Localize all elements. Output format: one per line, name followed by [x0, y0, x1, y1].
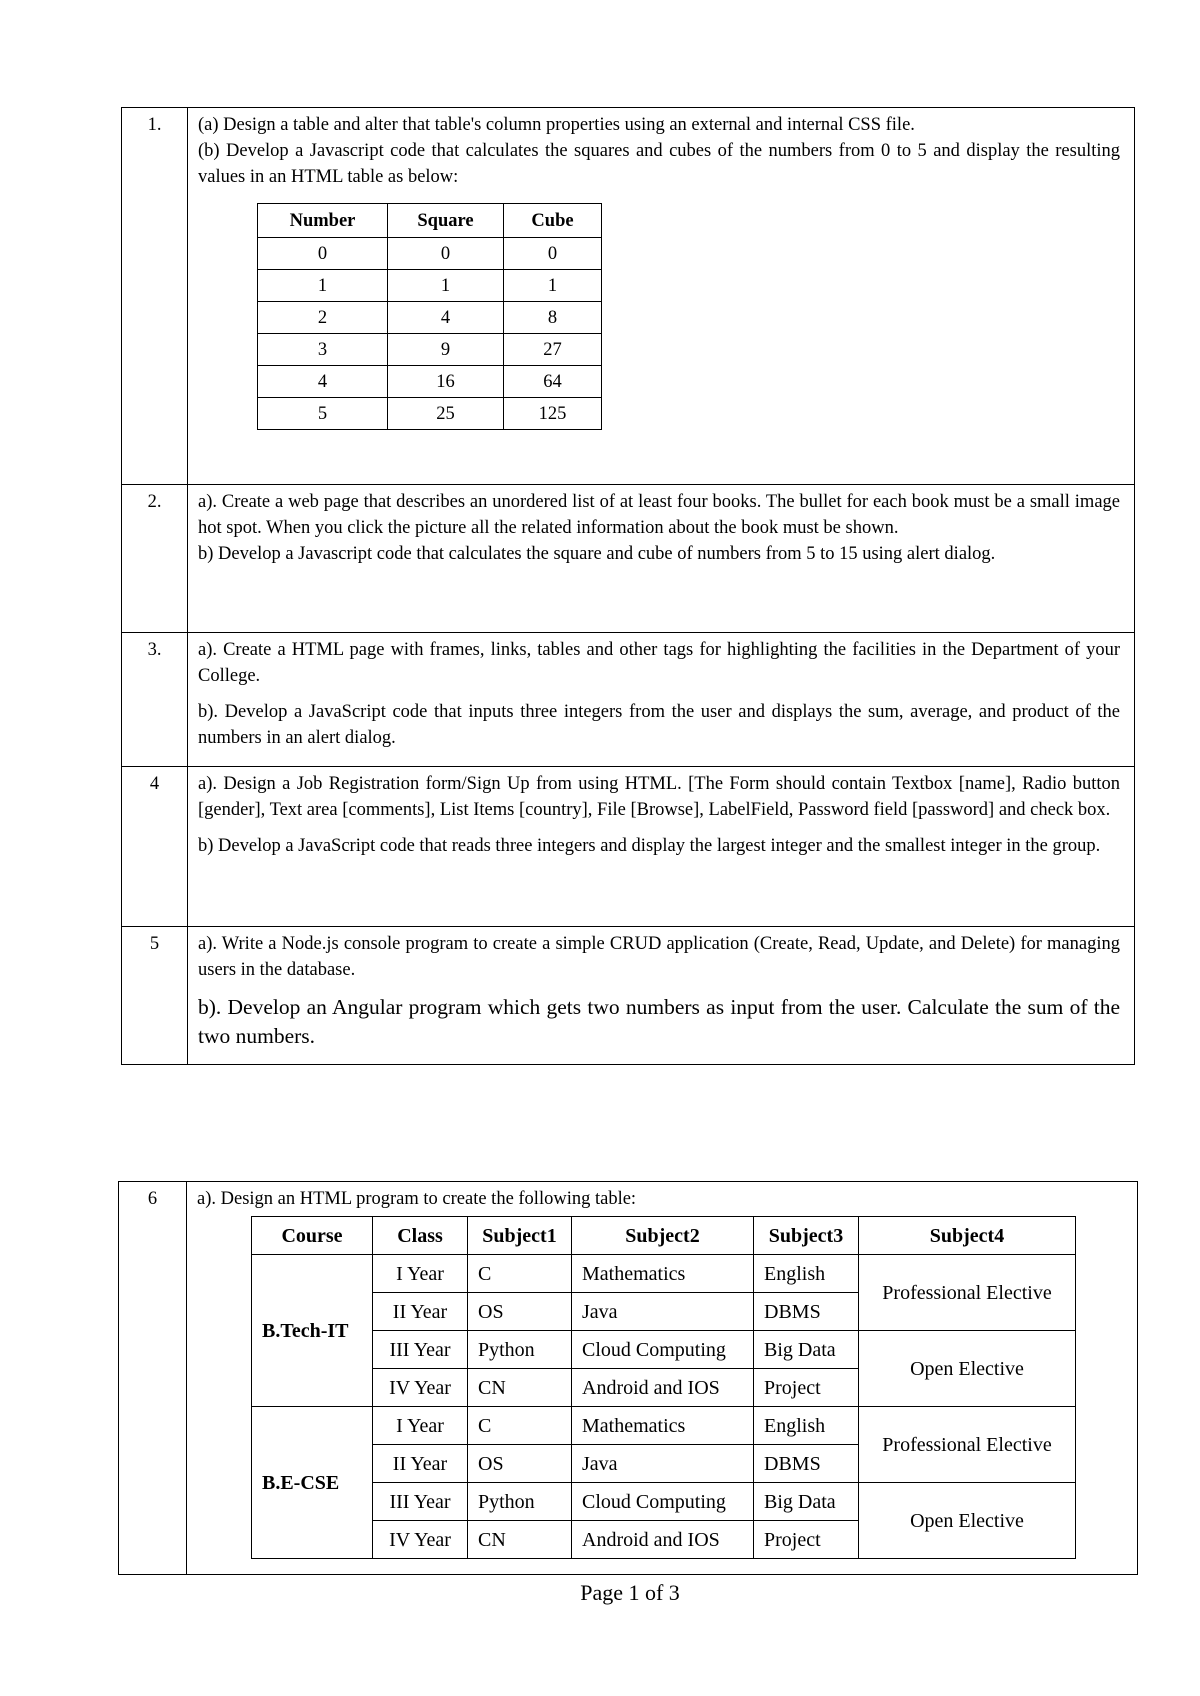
questions-table-2 [118, 1181, 1138, 1575]
table-cell: 8 [504, 302, 602, 334]
question-row-2 [122, 485, 1135, 633]
table-cell: English [754, 1255, 859, 1293]
question-part-b: (b) Develop a Javascript code that calculates the squares and cubes of the numbers from 0 to 5 and display the resulting values in an HTML table as below: [198, 141, 1120, 187]
table-cell: DBMS [754, 1445, 859, 1483]
table-row [258, 366, 602, 398]
header-cell: Cube [504, 204, 602, 238]
table-cell: Python [468, 1331, 572, 1369]
table-cell: CN [468, 1369, 572, 1407]
question-content [188, 485, 1135, 633]
table-cell: 5 [258, 398, 388, 430]
table-cell: 3 [258, 334, 388, 366]
class-cell: II Year [373, 1445, 468, 1483]
header-cell: Subject2 [572, 1217, 754, 1255]
question-content [188, 767, 1135, 927]
question-content [188, 633, 1135, 767]
page-footer: Page 1 of 3 [580, 1580, 680, 1605]
table-row [252, 1407, 1076, 1445]
elective-cell: Professional Elective [859, 1407, 1076, 1483]
table-cell: Project [754, 1521, 859, 1559]
table-cell: Project [754, 1369, 859, 1407]
header-row [258, 204, 602, 238]
course-cell: B.E-CSE [252, 1407, 373, 1559]
table-cell: 4 [388, 302, 504, 334]
question-content [188, 108, 1135, 485]
header-cell: Subject1 [468, 1217, 572, 1255]
question-number: 1. [122, 108, 188, 485]
question-number: 4 [122, 767, 188, 927]
header-cell: Class [373, 1217, 468, 1255]
table-cell: 27 [504, 334, 602, 366]
table-cell: 64 [504, 366, 602, 398]
header-row [252, 1217, 1076, 1255]
table-row [258, 302, 602, 334]
squares-cubes-table [257, 203, 602, 430]
question-part-a: (a) Design a table and alter that table's column properties using an external and internal CSS file. [198, 115, 915, 135]
table-cell: 9 [388, 334, 504, 366]
table-cell: 0 [388, 238, 504, 270]
table-cell: 25 [388, 398, 504, 430]
table-cell: 0 [258, 238, 388, 270]
header-cell: Course [252, 1217, 373, 1255]
question-number: 3. [122, 633, 188, 767]
table-cell: 16 [388, 366, 504, 398]
class-cell: IV Year [373, 1521, 468, 1559]
course-subjects-table [251, 1216, 1076, 1559]
table-cell: Big Data [754, 1483, 859, 1521]
class-cell: III Year [373, 1483, 468, 1521]
question-number: 5 [122, 927, 188, 1065]
question-part-a: a). Create a HTML page with frames, links, tables and other tags for highlighting the facilities in the Department of your College. [198, 640, 1120, 686]
question-part-b: b) Develop a JavaScript code that reads three integers and display the largest integer and the smallest integer in the group. [198, 836, 1101, 856]
table-cell: 1 [504, 270, 602, 302]
table-cell: OS [468, 1445, 572, 1483]
elective-cell: Open Elective [859, 1483, 1076, 1559]
question-part-a: a). Create a web page that describes an unordered list of at least four books. The bullet for each book must be a small image hot spot. When you click the picture all the related information about the book must be shown. [198, 492, 1120, 538]
table-cell: Java [572, 1293, 754, 1331]
table-cell: English [754, 1407, 859, 1445]
table-row [258, 238, 602, 270]
elective-cell: Professional Elective [859, 1255, 1076, 1331]
course-cell: B.Tech-IT [252, 1255, 373, 1407]
table-row [258, 398, 602, 430]
class-cell: I Year [373, 1255, 468, 1293]
table-cell: Mathematics [572, 1255, 754, 1293]
table-row [258, 270, 602, 302]
question-row-1 [122, 108, 1135, 485]
question-row-3 [122, 633, 1135, 767]
table-row [252, 1255, 1076, 1293]
header-cell: Square [388, 204, 504, 238]
question-part-b: b). Develop a JavaScript code that inputs three integers from the user and displays the sum, average, and product of the numbers in an alert dialog. [198, 702, 1120, 748]
elective-cell: Open Elective [859, 1331, 1076, 1407]
question-row-5 [122, 927, 1135, 1065]
table-cell: Big Data [754, 1331, 859, 1369]
question-part-a: a). Design a Job Registration form/Sign Up from using HTML. [The Form should contain Textbox [name], Radio button [gender], Text area [comments], List Items [country], File [Browse], LabelField, Password field [password] and check box. [198, 774, 1120, 820]
question-part-b: b) Develop a Javascript code that calculates the square and cube of numbers from 5 to 15 using alert dialog. [198, 544, 996, 564]
table-cell: Cloud Computing [572, 1483, 754, 1521]
table-cell: CN [468, 1521, 572, 1559]
class-cell: III Year [373, 1331, 468, 1369]
question-content [187, 1182, 1138, 1575]
header-cell: Subject4 [859, 1217, 1076, 1255]
table-cell: Android and IOS [572, 1521, 754, 1559]
question-row-4 [122, 767, 1135, 927]
table-cell: 0 [504, 238, 602, 270]
class-cell: IV Year [373, 1369, 468, 1407]
class-cell: II Year [373, 1293, 468, 1331]
header-cell: Number [258, 204, 388, 238]
table-cell: C [468, 1407, 572, 1445]
table-cell: Mathematics [572, 1407, 754, 1445]
table-cell: 1 [388, 270, 504, 302]
table-cell: Java [572, 1445, 754, 1483]
table-cell: Android and IOS [572, 1369, 754, 1407]
table-cell: Python [468, 1483, 572, 1521]
table-row [252, 1331, 1076, 1369]
table-cell: DBMS [754, 1293, 859, 1331]
question-number: 2. [122, 485, 188, 633]
table-cell: 1 [258, 270, 388, 302]
question-part-b: b). Develop an Angular program which gets two numbers as input from the user. Calculate the sum of the two numbers. [198, 995, 1120, 1048]
question-part-a: a). Design an HTML program to create the following table: [197, 1189, 637, 1209]
header-cell: Subject3 [754, 1217, 859, 1255]
table-cell: Cloud Computing [572, 1331, 754, 1369]
table-row [258, 334, 602, 366]
class-cell: I Year [373, 1407, 468, 1445]
table-cell: OS [468, 1293, 572, 1331]
table-cell: C [468, 1255, 572, 1293]
question-row-6 [119, 1182, 1138, 1575]
question-number: 6 [119, 1182, 187, 1575]
table-cell: 125 [504, 398, 602, 430]
table-row [252, 1483, 1076, 1521]
question-content [188, 927, 1135, 1065]
table-cell: 2 [258, 302, 388, 334]
questions-table-1 [121, 107, 1135, 1065]
table-cell: 4 [258, 366, 388, 398]
question-part-a: a). Write a Node.js console program to create a simple CRUD application (Create, Read, Update, and Delete) for managing users in the database. [198, 934, 1120, 980]
